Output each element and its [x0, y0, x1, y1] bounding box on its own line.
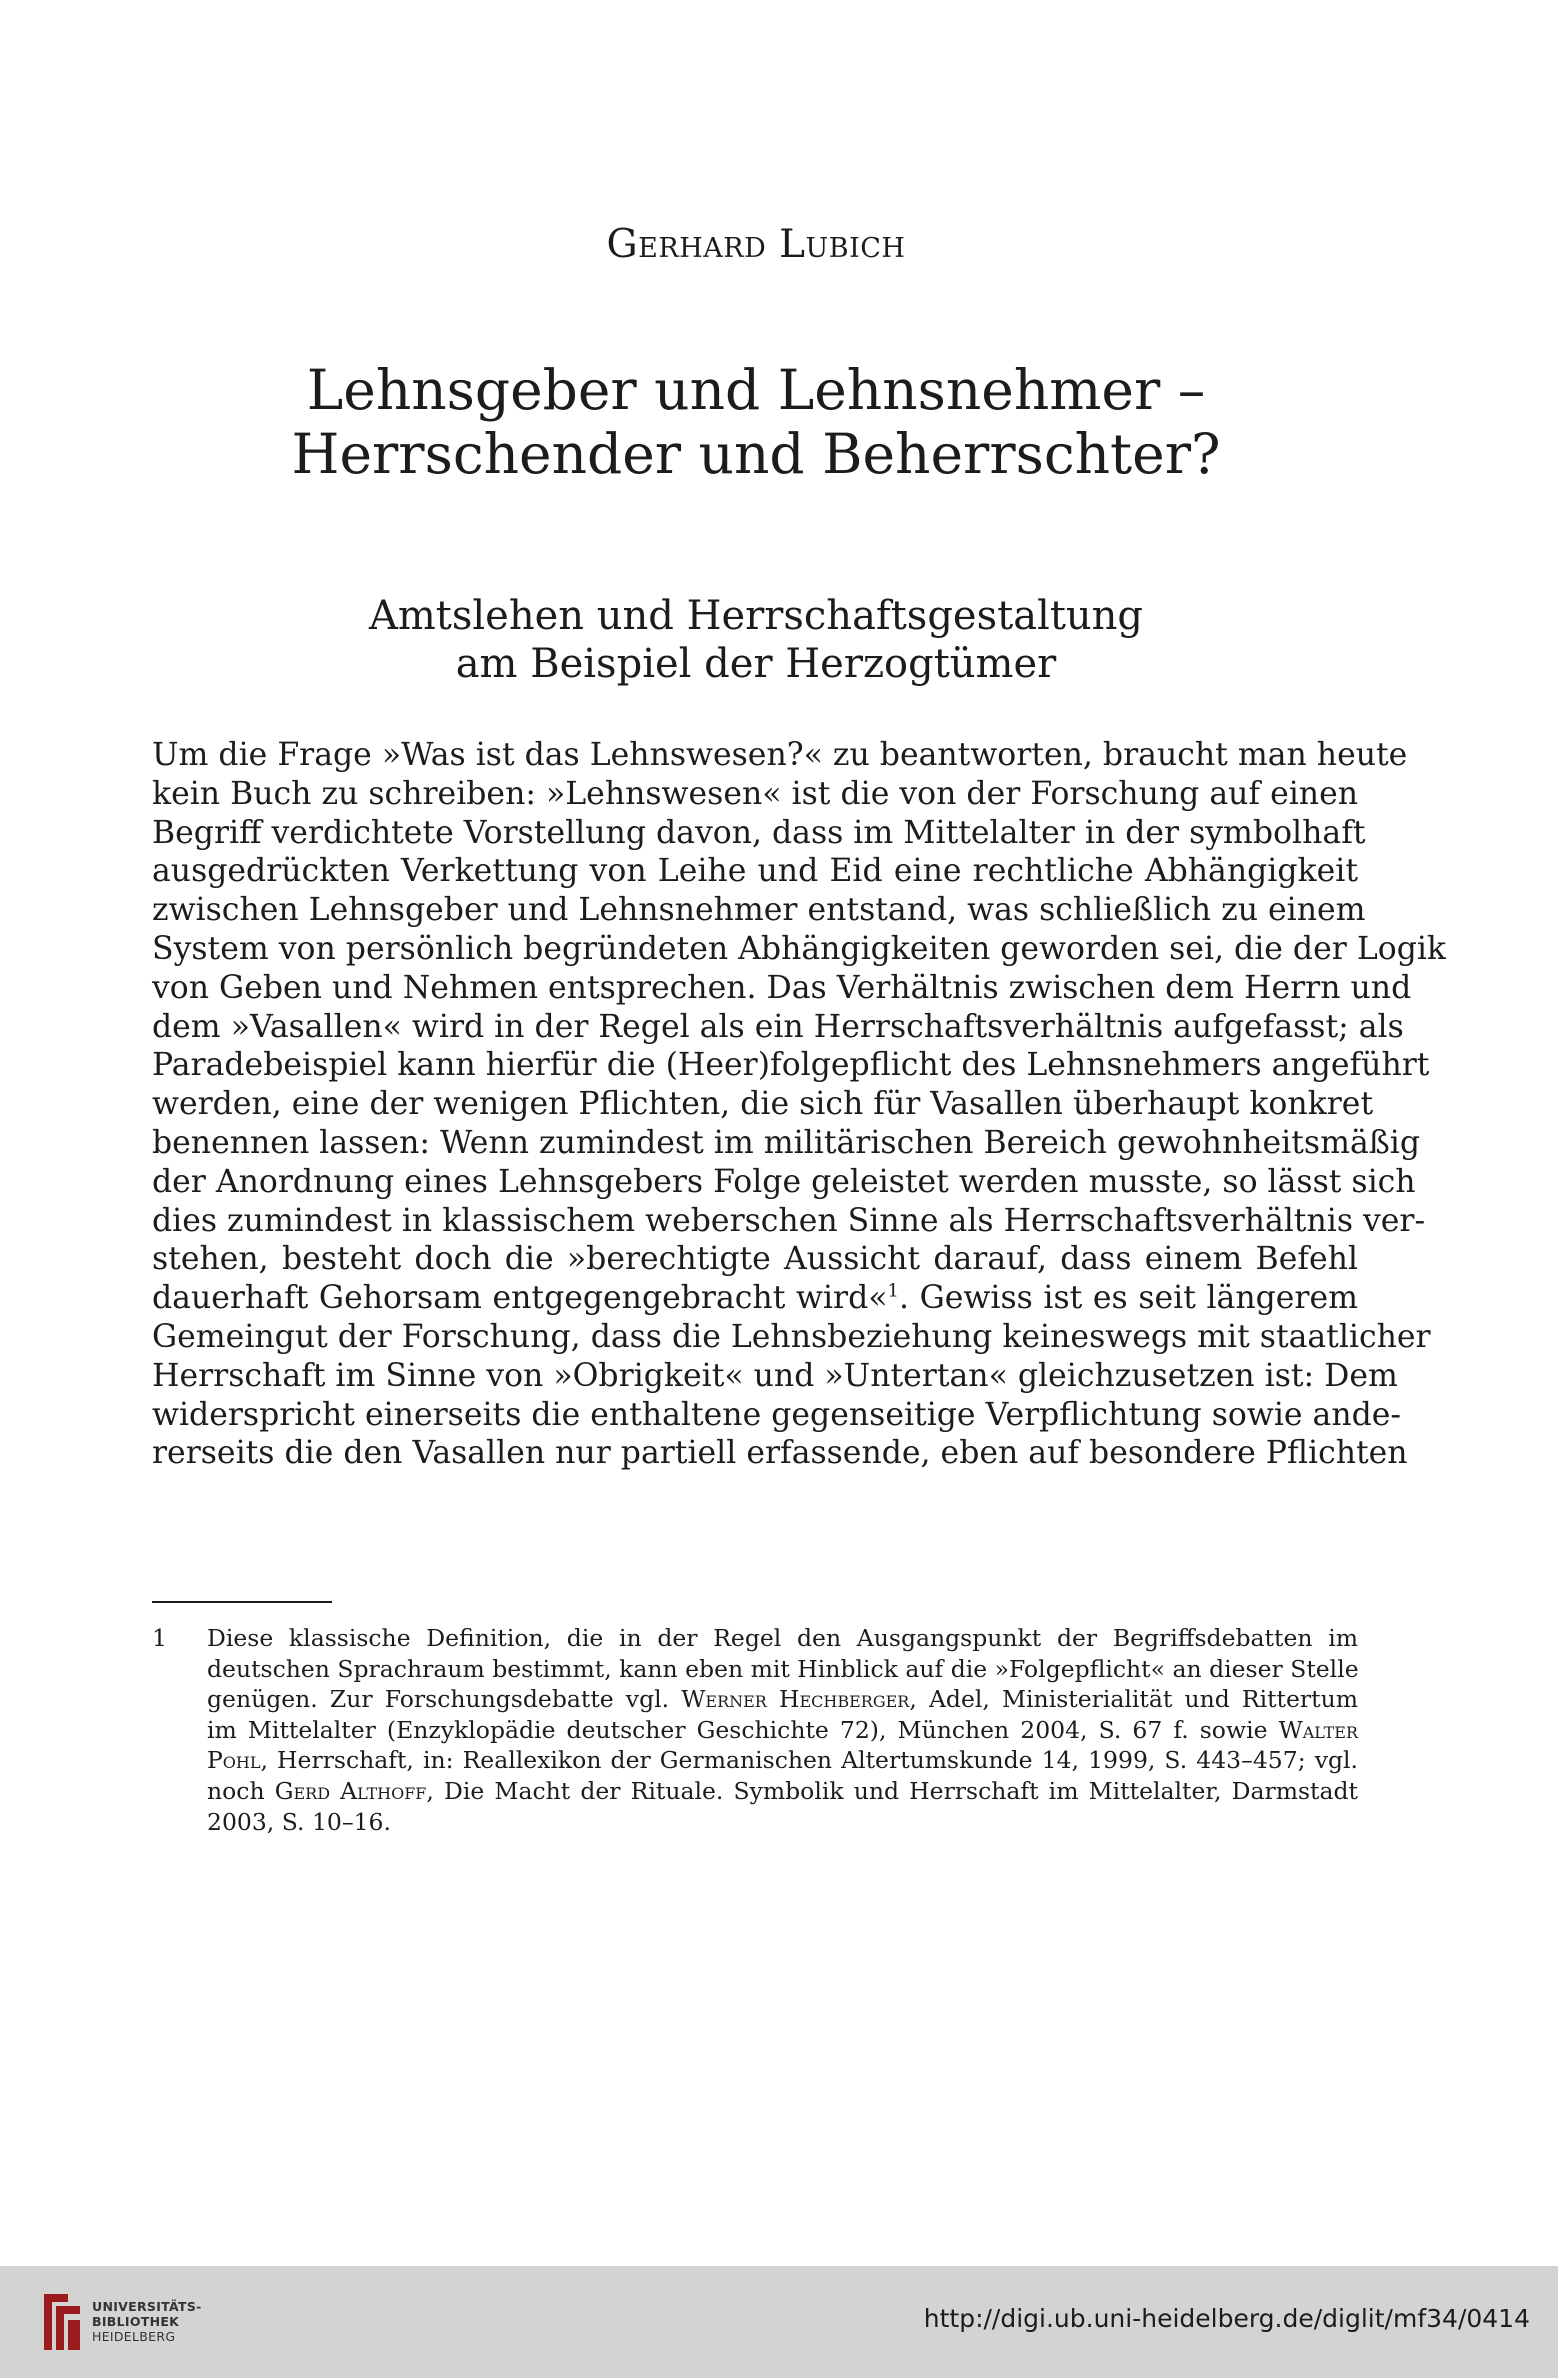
footnote-text: , Herrschaft, in: Reallexikon der Germanischen Altertumskunde 14, 1999, S. 443–457; vgl. [260, 1746, 1358, 1775]
footnote-line: Diese klassische Definition, die in der Regel den Ausgangspunkt der Begriffsdebatten im [207, 1624, 1358, 1652]
body-line-with-footnote [152, 1279, 1358, 1318]
body-paragraph [152, 736, 1447, 1473]
author-citation: Pohl [207, 1746, 261, 1775]
body-line: benennen lassen: Wenn zumindest im militärischen Bereich gewohnheitsmäßig [152, 1124, 1421, 1161]
body-line: ausgedrückten Verkettung von Leihe und Eid eine rechtliche Abhängigkeit [152, 853, 1358, 890]
body-line-text: dauerhaft Gehorsam entgegengebracht wird« [152, 1280, 888, 1317]
logo-line: UNIVERSITÄTS- [92, 2299, 202, 2314]
subtitle-line-2: am Beispiel der Herzogtümer [455, 641, 1057, 687]
body-line: werden, eine der wenigen Pflichten, die sich für Vasallen überhaupt konkret [152, 1086, 1374, 1123]
footnote-text: im Mittelalter (Enzyklopädie deutscher Geschichte 72), München 2004, S. 67 f. sowie [207, 1715, 1279, 1744]
body-line: der Anordnung eines Lehnsgebers Folge geleistet werden musste, so lässt sich [152, 1163, 1416, 1200]
footnote-text: , Adel, Ministerialität und Rittertum [909, 1685, 1358, 1714]
body-line: Begriff verdichtete Vorstellung davon, dass im Mittelalter in der symbolhaft [152, 814, 1366, 851]
body-line: Gemeingut der Forschung, dass die Lehnsbeziehung keineswegs mit staatlicher [152, 1318, 1431, 1355]
body-line: Herrschaft im Sinne von »Obrigkeit« und »Untertan« gleichzusetzen ist: Dem [152, 1357, 1398, 1394]
body-line: stehen, besteht doch die »berechtigte Aussicht darauf, dass einem Befehl [152, 1241, 1358, 1278]
footnote-line [207, 1715, 1358, 1746]
body-line: Paradebeispiel kann hierfür die (Heer)folgepflicht des Lehnsnehmers angeführt [152, 1047, 1430, 1084]
footnote-body [207, 1623, 1358, 1837]
footnote-number: 1 [152, 1624, 167, 1652]
author-citation: Werner Hechberger [681, 1685, 910, 1714]
footer-bar [0, 2266, 1558, 2378]
footnote-line: 2003, S. 10–16. [207, 1807, 391, 1836]
title-line-1: Lehnsgeber und Lehnsnehmer – [306, 358, 1206, 422]
body-line: zwischen Lehnsgeber und Lehnsnehmer entstand, was schließlich zu einem [152, 892, 1366, 929]
author-citation: Walter [1278, 1715, 1358, 1744]
logo-line: HEIDELBERG [92, 2329, 176, 2344]
body-line: von Geben und Nehmen entsprechen. Das Verhältnis zwischen dem Herrn und [152, 969, 1412, 1006]
body-line: Um die Frage »Was ist das Lehnswesen?« zu beantworten, braucht man heute [152, 737, 1408, 773]
footnote-text: , Die Macht der Rituale. Symbolik und Herrschaft im Mittelalter, Darmstadt [426, 1776, 1358, 1805]
article-subtitle [0, 592, 1512, 688]
author-text: Gerhard Lubich [606, 222, 906, 267]
footnote-divider [152, 1601, 332, 1603]
footnote-line [207, 1776, 1358, 1807]
footnote-text: genügen. Zur Forschungsdebatte vgl. [207, 1685, 682, 1714]
source-url[interactable]: http://digi.ub.uni-heidelberg.de/diglit/mf34/0414 [923, 2304, 1530, 2333]
body-line: System von persönlich begründeten Abhängigkeiten geworden sei, die der Logik [152, 930, 1447, 967]
body-line: rerseits die den Vasallen nur partiell erfassende, eben auf besondere Pflichten [152, 1435, 1408, 1472]
footnote-text: noch [207, 1776, 275, 1805]
library-logo-text [92, 2299, 202, 2344]
title-line-2: Herrschender und Beherrschter? [291, 422, 1221, 486]
author-name [0, 222, 1512, 267]
logo-line: BIBLIOTHEK [92, 2314, 180, 2329]
library-logo-icon [40, 2288, 84, 2356]
footnote-reference[interactable]: 1 [887, 1280, 899, 1302]
body-line: widerspricht einerseits die enthaltene gegenseitige Verpflichtung sowie ande- [152, 1396, 1402, 1433]
author-citation: Gerd Althoff [274, 1776, 427, 1805]
footnote-line [207, 1684, 1358, 1715]
body-line-tail: . Gewiss ist es seit längerem [898, 1280, 1358, 1317]
footnote-line: deutschen Sprachraum bestimmt, kann eben mit Hinblick auf die »Folgepflicht« an dieser Stelle [207, 1654, 1359, 1683]
article-title [0, 358, 1512, 486]
body-line: dies zumindest in klassischem weberschen Sinne als Herrschaftsverhältnis ver- [152, 1202, 1426, 1239]
body-line: kein Buch zu schreiben: »Lehnswesen« ist die von der Forschung auf einen [152, 775, 1358, 812]
footnote-line [207, 1745, 1358, 1776]
subtitle-line-1: Amtslehen und Herrschaftsgestaltung [368, 593, 1144, 639]
body-line: dem »Vasallen« wird in der Regel als ein Herrschaftsverhältnis aufgefasst; als [152, 1008, 1404, 1045]
